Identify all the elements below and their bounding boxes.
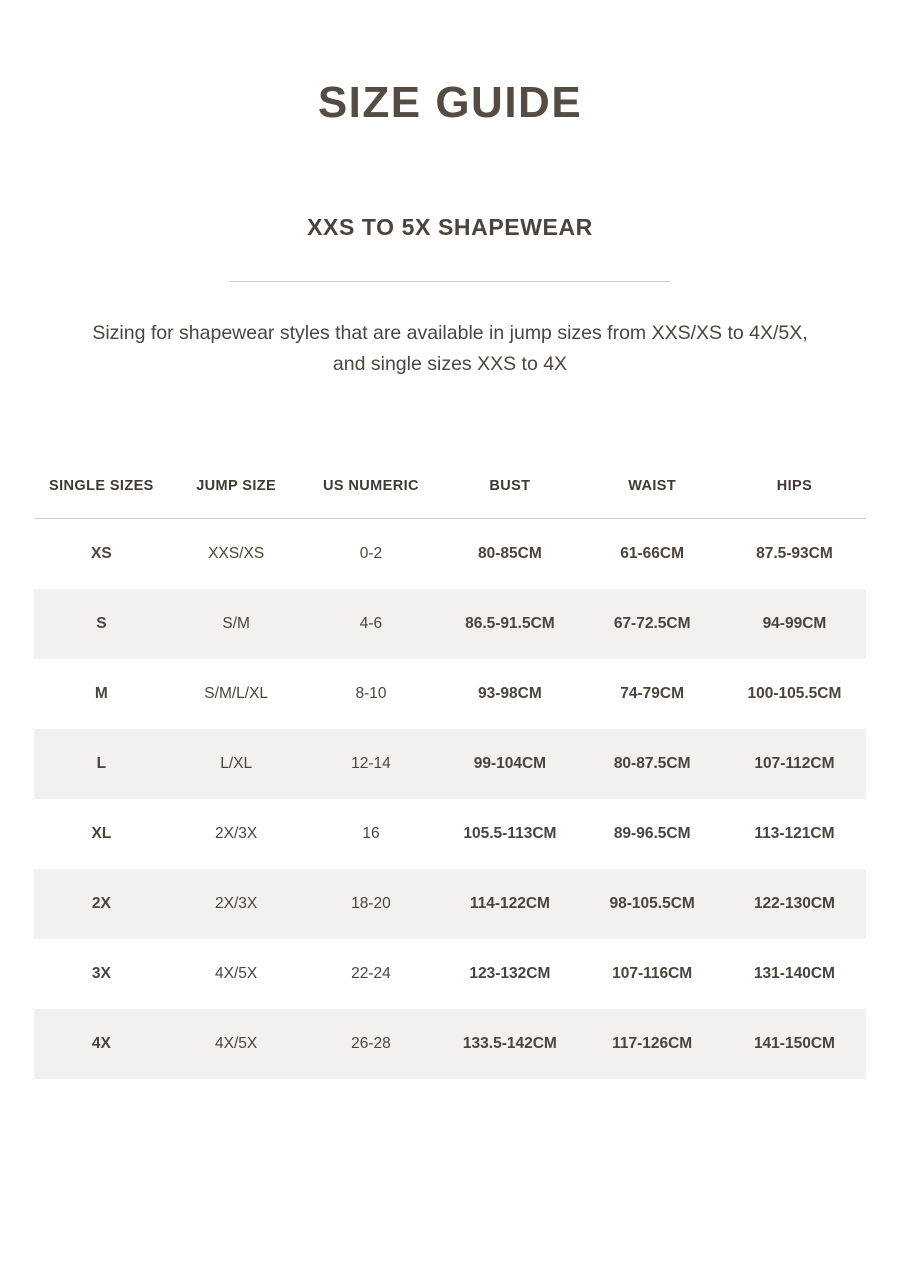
cell-jump-size: S/M xyxy=(169,589,304,659)
cell-single-size: S xyxy=(34,589,169,659)
cell-jump-size: 2X/3X xyxy=(215,825,258,842)
cell-hips: 122-130CM xyxy=(723,869,866,939)
cell-single-size: M xyxy=(94,685,108,702)
column-header-jump-size: JUMP SIZE xyxy=(169,464,304,519)
cell-single-size: 3X xyxy=(91,965,111,982)
cell-jump-size: XXS/XS xyxy=(208,545,265,562)
cell-waist: 61-66CM xyxy=(620,545,685,562)
cell-bust: 99-104CM xyxy=(438,729,581,799)
intro-text: Sizing for shapewear styles that are available in jump sizes from XXS/XS to 4X/5X, and single sizes XXS to 4X xyxy=(92,322,808,375)
column-header-single-sizes: SINGLE SIZES xyxy=(34,464,169,519)
size-table-wrapper xyxy=(0,464,900,1079)
cell-bust: 123-132CM xyxy=(469,965,551,982)
column-header-us-numeric: US NUMERIC xyxy=(304,464,439,519)
cell-single-size: XL xyxy=(91,825,112,842)
size-guide-page xyxy=(0,78,900,1276)
cell-jump-size: S/M/L/XL xyxy=(204,685,269,702)
cell-us-numeric: 16 xyxy=(362,825,380,842)
cell-us-numeric: 26-28 xyxy=(304,1009,439,1079)
cell-single-size: 4X xyxy=(34,1009,169,1079)
cell-single-size: XS xyxy=(91,545,112,562)
cell-single-size: 2X xyxy=(34,869,169,939)
cell-us-numeric: 0-2 xyxy=(359,545,383,562)
cell-waist: 98-105.5CM xyxy=(581,869,722,939)
page-subtitle: XXS TO 5X SHAPEWEAR xyxy=(307,214,593,240)
cell-bust: 86.5-91.5CM xyxy=(438,589,581,659)
page-title: SIZE GUIDE xyxy=(317,78,583,127)
cell-jump-size: 2X/3X xyxy=(169,869,304,939)
cell-hips: 131-140CM xyxy=(753,965,835,982)
cell-us-numeric: 12-14 xyxy=(304,729,439,799)
cell-waist: 89-96.5CM xyxy=(613,825,691,842)
cell-hips: 100-105.5CM xyxy=(747,685,842,702)
column-header-bust: BUST xyxy=(438,464,581,519)
table-row xyxy=(34,1009,866,1079)
table-row xyxy=(34,589,866,659)
cell-waist: 107-116CM xyxy=(612,965,693,982)
cell-hips: 87.5-93CM xyxy=(756,545,833,562)
table-row xyxy=(34,659,866,729)
table-row xyxy=(34,519,866,590)
table-header xyxy=(34,464,866,519)
column-header-hips: HIPS xyxy=(723,464,866,519)
cell-us-numeric: 18-20 xyxy=(304,869,439,939)
column-header-waist: WAIST xyxy=(581,464,722,519)
cell-bust: 114-122CM xyxy=(438,869,581,939)
table-body xyxy=(34,519,866,1080)
cell-us-numeric: 4-6 xyxy=(304,589,439,659)
cell-jump-size: 4X/5X xyxy=(169,1009,304,1079)
table-row xyxy=(34,799,866,869)
cell-bust: 93-98CM xyxy=(478,685,542,702)
cell-single-size: L xyxy=(34,729,169,799)
table-row xyxy=(34,869,866,939)
cell-bust: 80-85CM xyxy=(478,545,542,562)
divider xyxy=(230,281,670,282)
cell-jump-size: L/XL xyxy=(169,729,304,799)
table-header-row xyxy=(34,464,866,519)
cell-us-numeric: 22-24 xyxy=(351,965,391,982)
cell-hips: 141-150CM xyxy=(723,1009,866,1079)
cell-hips: 94-99CM xyxy=(723,589,866,659)
cell-waist: 74-79CM xyxy=(620,685,685,702)
cell-jump-size: 4X/5X xyxy=(215,965,258,982)
table-row xyxy=(34,939,866,1009)
table-row xyxy=(34,729,866,799)
cell-hips: 107-112CM xyxy=(723,729,866,799)
cell-hips: 113-121CM xyxy=(754,825,835,842)
cell-bust: 105.5-113CM xyxy=(463,825,557,842)
cell-waist: 67-72.5CM xyxy=(581,589,722,659)
cell-us-numeric: 8-10 xyxy=(355,685,387,702)
size-table xyxy=(34,464,866,1079)
cell-bust: 133.5-142CM xyxy=(438,1009,581,1079)
cell-waist: 117-126CM xyxy=(581,1009,722,1079)
cell-waist: 80-87.5CM xyxy=(581,729,722,799)
